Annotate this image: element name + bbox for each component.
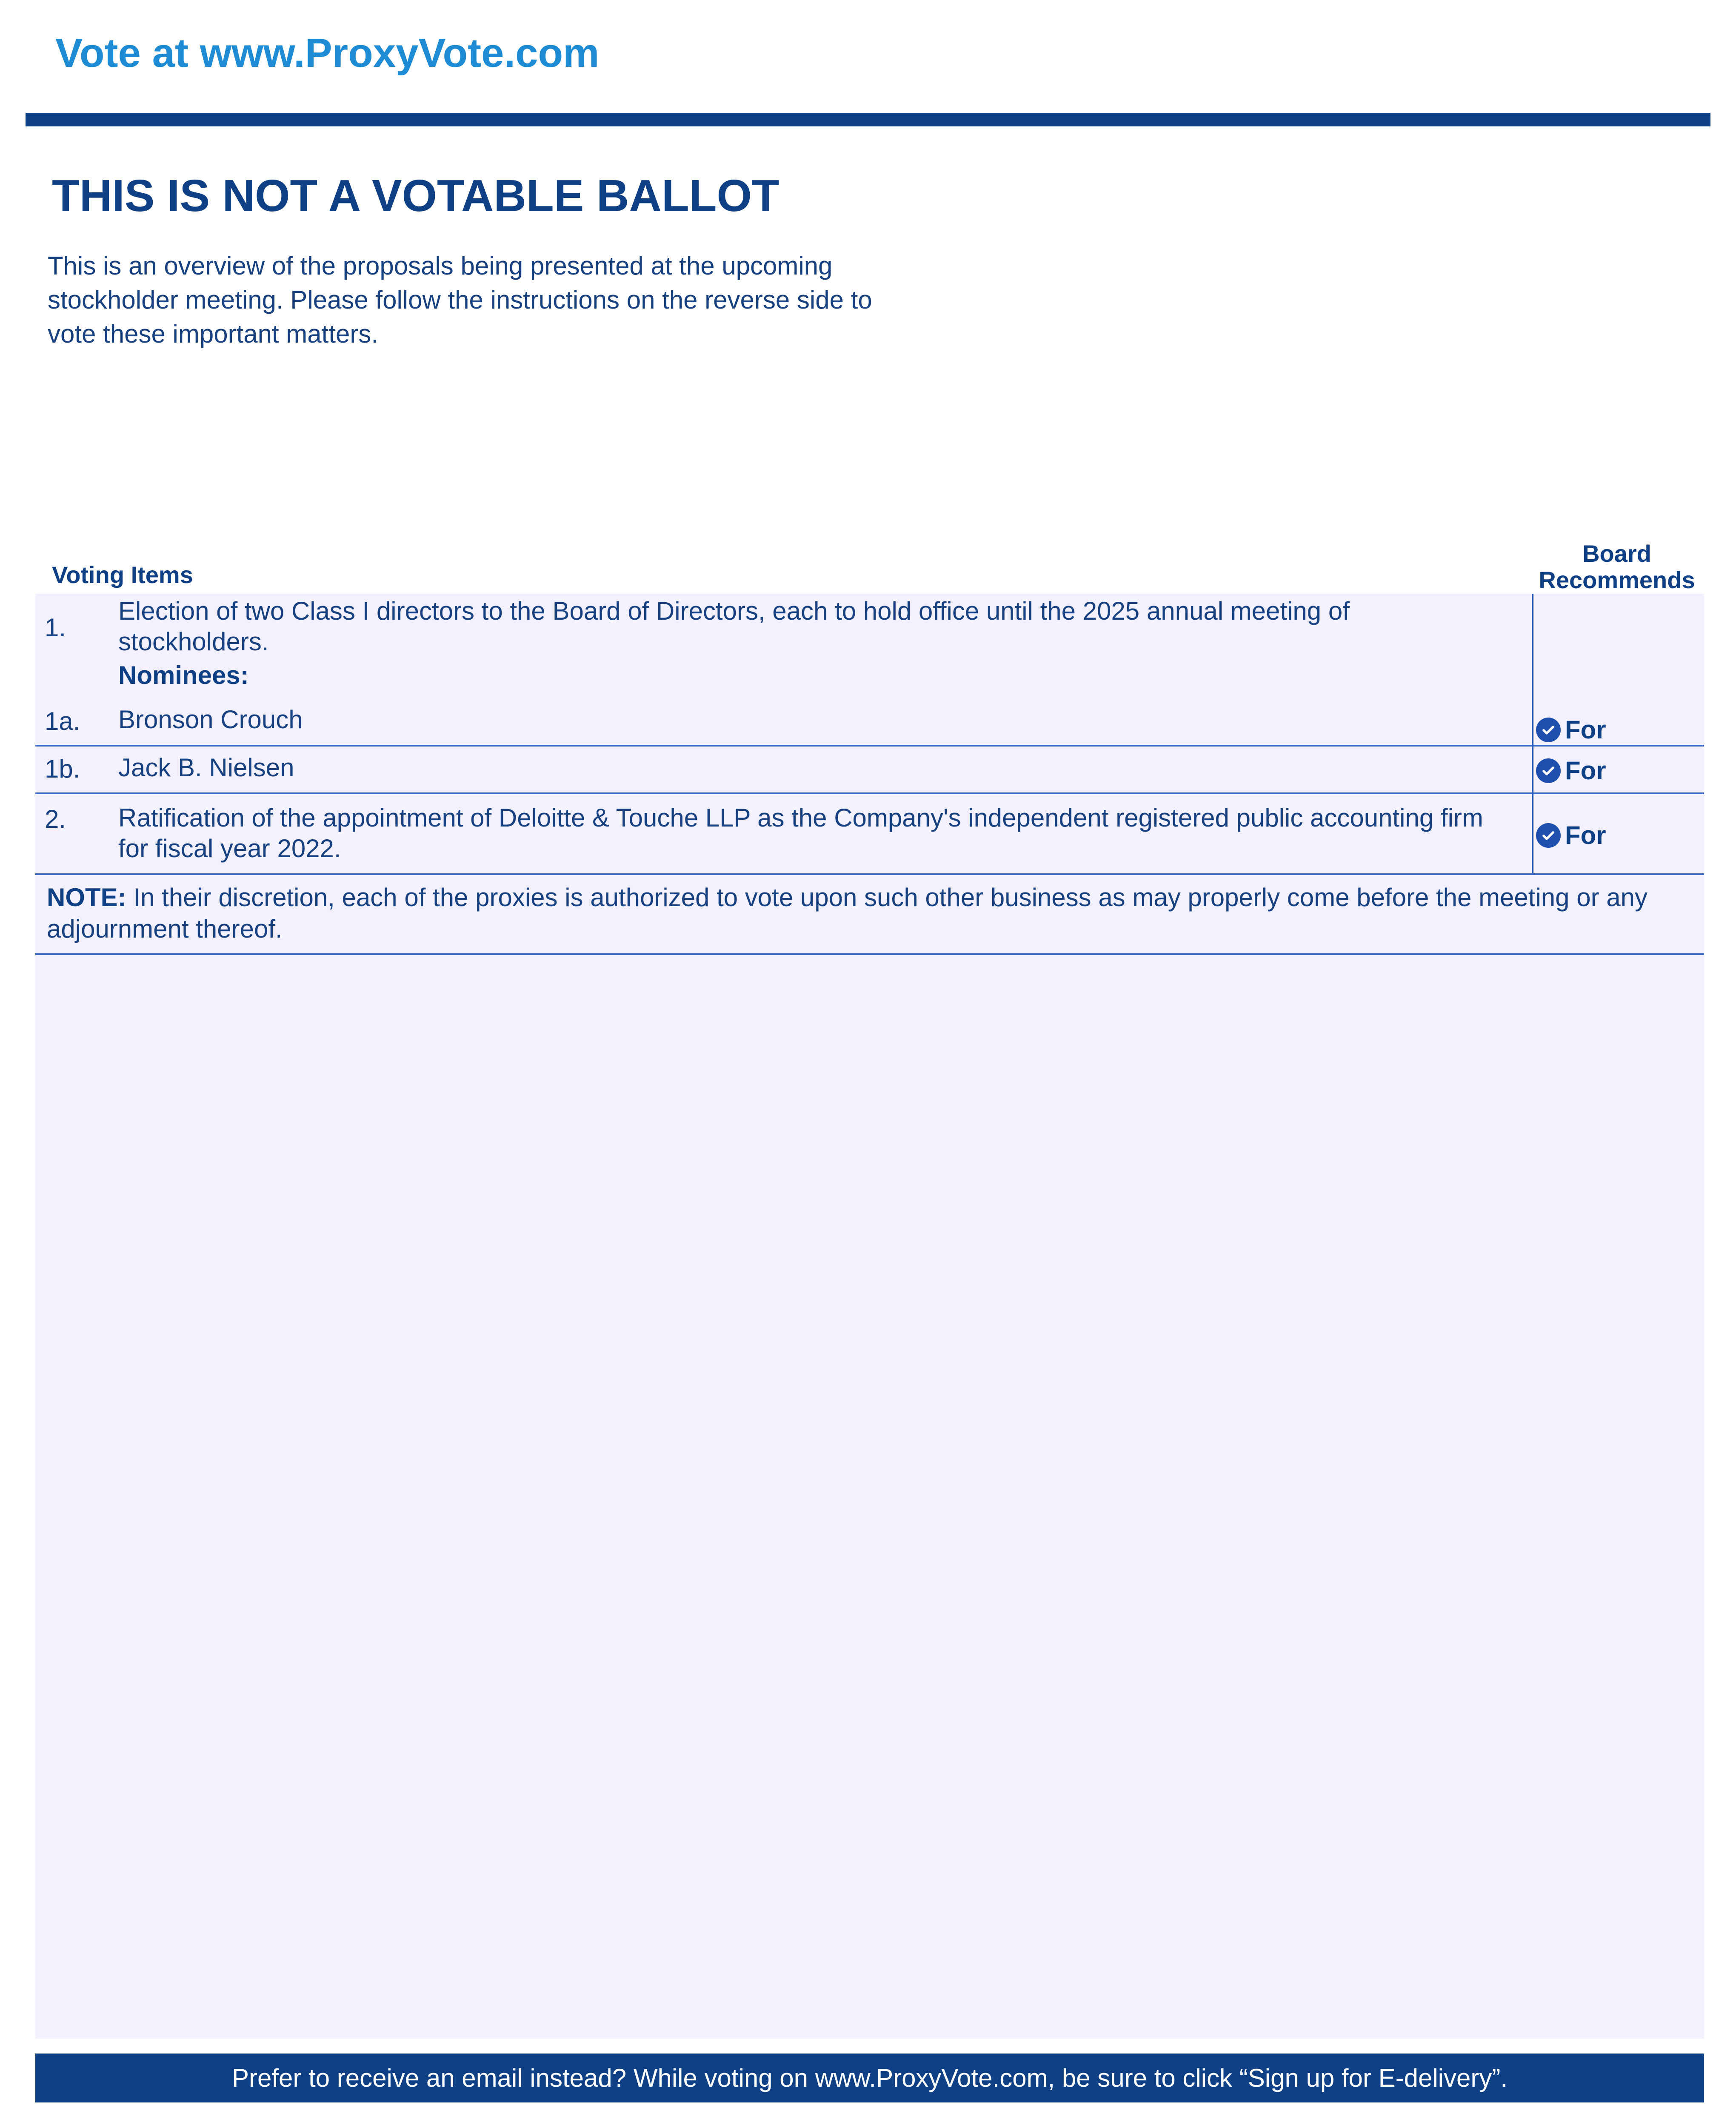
note-text: In their discretion, each of the proxies is authorized to vote upon such other business as may properly come before the meeting or any adjournment thereof. bbox=[47, 883, 1647, 943]
footer-bar bbox=[35, 2054, 1704, 2102]
item-text: Jack B. Nielsen bbox=[118, 753, 294, 782]
recommendation bbox=[1536, 821, 1606, 850]
recommendation-label: For bbox=[1565, 756, 1606, 785]
check-circle-icon bbox=[1536, 823, 1561, 848]
column-divider bbox=[1532, 594, 1533, 875]
ballot-title: THIS IS NOT A VOTABLE BALLOT bbox=[52, 171, 779, 221]
recommendation-label: For bbox=[1565, 821, 1606, 849]
check-circle-icon bbox=[1536, 758, 1561, 783]
footer-text: Prefer to receive an email instead? While voting on www.ProxyVote.com, be sure to click “Sign up for E-delivery”. bbox=[232, 2064, 1508, 2092]
note bbox=[47, 882, 1698, 945]
top-rule bbox=[26, 113, 1710, 126]
vote-header[interactable]: Vote at www.ProxyVote.com bbox=[55, 30, 600, 76]
row-divider bbox=[35, 953, 1704, 955]
recommendation bbox=[1536, 715, 1606, 744]
board-recommends-header: Board Recommends bbox=[1539, 540, 1695, 593]
nominees-heading: Nominees: bbox=[118, 661, 249, 689]
recommendation bbox=[1536, 756, 1606, 785]
item-text: Election of two Class I directors to the Board of Directors, each to hold office until the 2025 annual meeting of stockholders. bbox=[118, 597, 1350, 656]
item-number: 1. bbox=[45, 613, 66, 642]
item-number: 2. bbox=[45, 805, 66, 833]
item-text: Ratification of the appointment of Deloitte & Touche LLP as the Company's independent registered public accounting firm for fiscal year 2022. bbox=[118, 804, 1483, 863]
item-text: Bronson Crouch bbox=[118, 705, 303, 734]
note-label: NOTE: bbox=[47, 883, 126, 912]
voting-items-header: Voting Items bbox=[52, 561, 193, 588]
check-circle-icon bbox=[1536, 718, 1561, 742]
row-divider bbox=[35, 745, 1704, 747]
row-divider bbox=[35, 873, 1704, 875]
row-divider bbox=[35, 792, 1704, 794]
intro-text: This is an overview of the proposals being presented at the upcoming stockholder meeting. Please follow the instructions on the reverse side to vote these important matters. bbox=[48, 252, 872, 348]
item-number: 1a. bbox=[45, 707, 80, 735]
recommendation-label: For bbox=[1565, 715, 1606, 744]
item-number: 1b. bbox=[45, 755, 80, 783]
